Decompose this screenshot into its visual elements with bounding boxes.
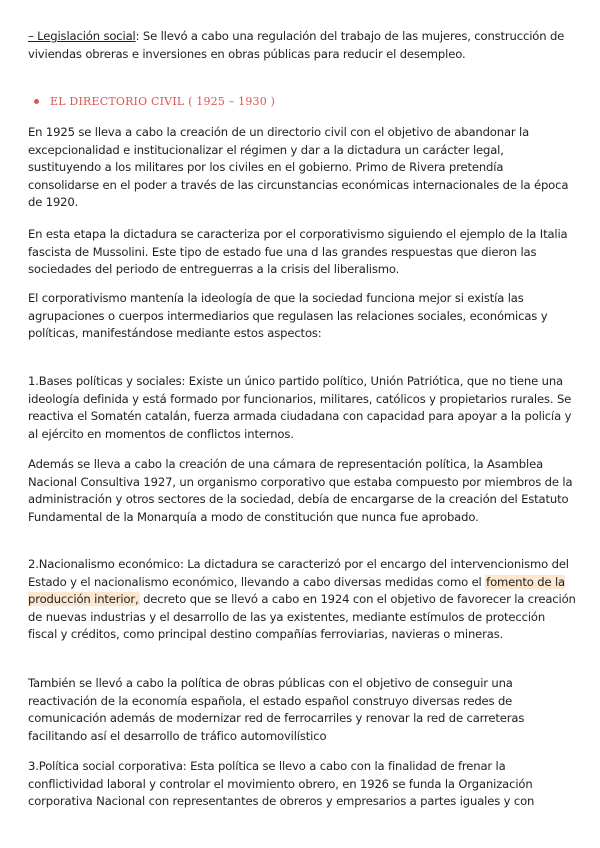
- paragraph-ideologia: El corporativismo mantenía la ideología de que la sociedad funciona mejor si existía las agrupaciones o cuerpos intermediarios que regulasen las relaciones sociales, económicas y políticas, manifestándose mediante estos aspectos:: [28, 291, 548, 341]
- nacionalismo-text-after: decreto que se llevó a cabo en 1924 con el objetivo de favorecer la creación de nuevas industrias y el desarrollo de las ya existentes, mediante estímulos de protección fiscal y créditos, como principal destino compañías ferroviarias, navieras o mineras.: [28, 592, 576, 642]
- paragraph-directorio: En 1925 se lleva a cabo la creación de un directorio civil con el objetivo de abandonar la excepcionalidad e institucionalizar el régimen y dar a la dictadura un carácter legal, sustituyendo a los militares por los civiles en el gobierno. Primo de Rivera pretendía consolidarse en el poder a través de las circunstancias económicas internacionales de la época de 1920.: [28, 125, 569, 210]
- paragraph-politica-social: 3.Política social corporativa: Esta política se llevo a cabo con la finalidad de frenar la conflictividad laboral y controlar el movimiento obrero, en 1926 se funda la Organización corporativa Nacional con representantes de obreros y empresarios a partes iguales y con: [28, 759, 535, 809]
- section-heading-text: EL DIRECTORIO CIVIL ( 1925 – 1930 ): [50, 95, 276, 108]
- legislacion-social-paragraph: [28, 28, 576, 63]
- bullet-icon: [34, 99, 39, 104]
- paragraph-corporativismo: En esta etapa la dictadura se caracteriza por el corporativismo siguiendo el ejemplo de la Italia fascista de Mussolini. Este tipo de estado fue una d las grandes respuestas que dieron las sociedades del periodo de entreguerras a la crisis del liberalismo.: [28, 227, 568, 277]
- section-heading: [34, 95, 275, 108]
- paragraph-bases-politicas: 1.Bases políticas y sociales: Existe un único partido político, Unión Patriótica, que no tiene una ideología definida y está formado por funcionarios, militares, católicos y propietarios rurales. Se reactiva el Somatén catalán, fuerza armada ciudadana con capacidad para apoyar a la policía y al ejército en momentos de conflictos internos.: [28, 374, 572, 441]
- paragraph-obras-publicas: También se llevó a cabo la política de obras públicas con el objetivo de conseguir una reactivación de la economía española, el estado español construyo diversas redes de comunicación además de modernizar red de ferrocarriles y renovar la red de carreteras facilitando así el desarrollo de tráfico automovilístico: [28, 676, 525, 743]
- paragraph-asamblea: Además se lleva a cabo la creación de una cámara de representación política, la Asamblea Nacional Consultiva 1927, un organismo corporativo que estaba compuesto por miembros de la administración y otros sectores de la sociedad, debía de encargarse de la creación del Estatuto Fundamental de la Monarquía a modo de constitución que nunca fue aprobado.: [28, 457, 573, 524]
- legislacion-social-label: – Legislación social: [28, 29, 136, 43]
- nacionalismo-text-before: 2.Nacionalismo económico: La dictadura se caracterizó por el encargo del intervencionismo del Estado y el nacionalismo económico, llevando a cabo diversas medidas como el: [28, 557, 569, 589]
- highlighted-text: fomento de la producción interior,: [28, 574, 565, 607]
- legislacion-social-text: : Se llevó a cabo una regulación del trabajo de las mujeres, construcción de viviendas obreras e inversiones en obras públicas para reducir el desempleo.: [28, 29, 565, 61]
- paragraph-nacionalismo-economico: [28, 556, 576, 644]
